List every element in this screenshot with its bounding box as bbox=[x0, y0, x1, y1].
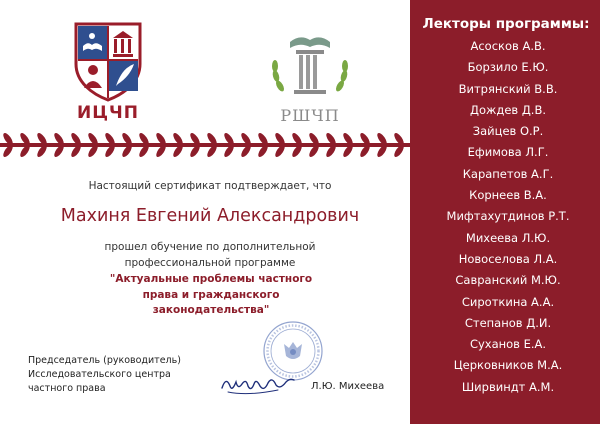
training-text bbox=[10, 240, 410, 271]
lecturer-name: Михеева Л.Ю. bbox=[465, 230, 551, 245]
program-title bbox=[100, 272, 322, 319]
lecturer-name: Витрянский В.В. bbox=[458, 81, 558, 96]
lecturer-name: Мифтахутдинов Р.Т. bbox=[446, 209, 570, 224]
lecturers-title: Лекторы программы: bbox=[422, 16, 590, 32]
confirm-text: Настоящий сертификат подтверждает, что bbox=[88, 180, 332, 192]
lecturer-name: Савранский М.Ю. bbox=[455, 273, 561, 288]
lecturers-panel bbox=[410, 0, 600, 424]
lecturer-name: Дождев Д.В. bbox=[469, 102, 547, 117]
training-line: прошел обучение по дополнительной bbox=[104, 241, 316, 253]
icchp-caption: ИЦЧП bbox=[77, 103, 139, 123]
rshchp-caption: РШЧП bbox=[280, 106, 340, 125]
lecturer-name: Суханов Е.А. bbox=[469, 337, 547, 352]
handwritten-signature bbox=[218, 366, 298, 402]
lecturer-name: Борзило Е.Ю. bbox=[467, 60, 549, 75]
chair-line: Председатель (руководитель) bbox=[28, 355, 181, 366]
lecturer-name: Асосков А.В. bbox=[470, 39, 546, 53]
lecturer-name: Ширвиндт А.М. bbox=[461, 379, 555, 394]
lecturers-list bbox=[410, 36, 600, 398]
column-icon bbox=[262, 28, 358, 104]
lecturer-name: Сироткина А.А. bbox=[461, 294, 555, 309]
shield-icon bbox=[72, 20, 144, 102]
chair-line: Исследовательского центра bbox=[28, 369, 171, 380]
program-line: "Актуальные проблемы частного bbox=[109, 273, 313, 285]
lecturer-name: Корнеев В.А. bbox=[469, 188, 547, 203]
holder-name: Махиня Евгений Александрович bbox=[60, 206, 360, 226]
lecturer-name: Ефимова Л.Г. bbox=[467, 145, 549, 160]
signatory-name: Л.Ю. Михеева bbox=[311, 381, 385, 392]
rshchp-logo bbox=[262, 28, 358, 125]
training-line: профессиональной программе bbox=[124, 256, 296, 269]
lecturer-name: Карапетов А.Г. bbox=[462, 166, 554, 181]
icchp-logo bbox=[72, 20, 144, 123]
laurel-band bbox=[0, 131, 410, 159]
program-line: права и гражданского bbox=[142, 288, 280, 301]
program-line: законодательства" bbox=[152, 304, 270, 316]
lecturer-name: Церковников М.А. bbox=[453, 358, 563, 373]
chair-line: частного права bbox=[28, 383, 106, 394]
lecturer-name: Новоселова Л.А. bbox=[458, 251, 558, 266]
lecturer-name: Степанов Д.И. bbox=[464, 315, 552, 330]
chair-title bbox=[28, 354, 208, 396]
lecturer-name: Зайцев О.Р. bbox=[472, 124, 544, 139]
